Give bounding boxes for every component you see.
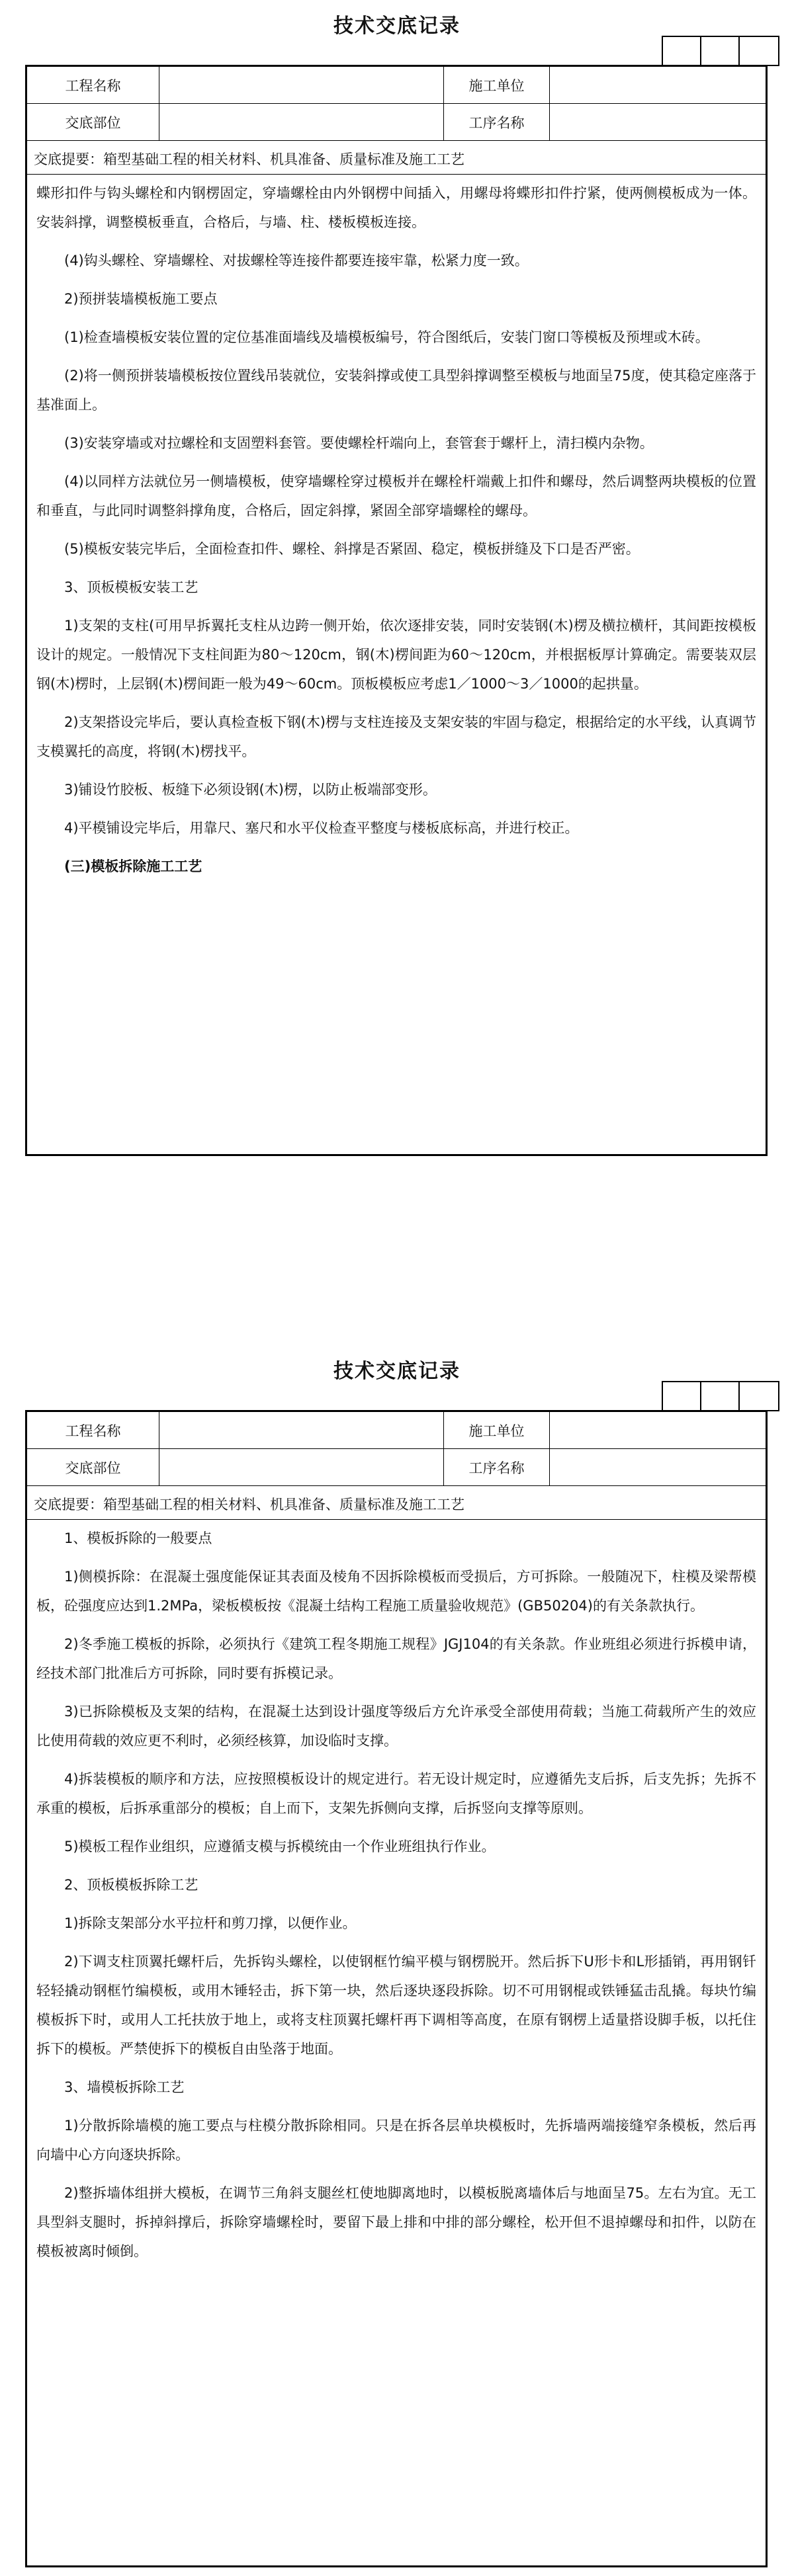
body-paragraph: (5)模板安装完毕后，全面检查扣件、螺栓、斜撑是否紧固、稳定，模板拼缝及下口是否严密。: [64, 541, 640, 557]
body-paragraph: 3)已拆除模板及支架的结构，在混凝土达到设计强度等级后方允许承受全部使用荷载；当施工荷载所产生的效应比使用荷载的效应更不利时，必须经核算，加设临时支撑。: [36, 1704, 756, 1749]
project-name-value: [159, 1412, 444, 1449]
construction-unit-value: [550, 67, 766, 104]
header-grid: [27, 1412, 766, 1486]
body-paragraph: 2、顶板模板拆除工艺: [64, 1877, 198, 1893]
process-name-label: 工序名称: [444, 1449, 550, 1486]
page-2: [0, 1336, 794, 2576]
corner-box: [701, 1382, 740, 1410]
header-grid: [27, 67, 766, 141]
corner-box: [740, 37, 778, 65]
body-paragraph: (3)安装穿墙或对拉螺栓和支固塑料套管。要使螺栓杆端向上，套管套于螺杆上，清扫模内杂物。: [64, 435, 654, 451]
process-name-value: [550, 104, 766, 141]
body-paragraph: 1)分散拆除墙模的施工要点与柱模分散拆除相同。只是在拆各层单块模板时，先拆墙两端接缝窄条模板，然后再向墙中心方向逐块拆除。: [36, 2118, 756, 2163]
corner-box: [663, 1382, 701, 1410]
body-paragraph: 1)侧模拆除：在混凝土强度能保证其表面及棱角不因拆除模板而受损后，方可拆除。一般随况下，柱模及梁帮模板，砼强度应达到1.2MPa，梁板模板按《混凝土结构工程施工质量验收规范》(GB50204)的有关条款执行。: [36, 1569, 756, 1614]
record-table: [25, 1410, 768, 2567]
body-paragraph: 2)下调支柱顶翼托螺杆后，先拆钩头螺栓，以使钢框竹编平模与钢楞脱开。然后拆下U形卡和L形插销，再用钢钎轻轻撬动钢框竹编模板，或用木锤轻击，拆下第一块，然后逐块逐段拆除。切不可用钢棍或铁锤猛击乱撬。每块竹编模板拆下时，或用人工托扶放于地上，或将支柱顶翼托螺杆再下调相等高度，在原有钢楞上适量搭设脚手板，以托住拆下的模板。严禁使拆下的模板自由坠落于地面。: [36, 1954, 756, 2057]
corner-boxes: [662, 36, 779, 66]
page-1: [0, 0, 794, 1190]
handover-part-label: 交底部位: [27, 1449, 159, 1486]
handover-part-value: [159, 104, 444, 141]
project-name-value: [159, 67, 444, 104]
content-body: [27, 1520, 766, 2282]
body-paragraph: 1、模板拆除的一般要点: [64, 1530, 212, 1546]
corner-box: [663, 37, 701, 65]
body-paragraph: (2)将一侧预拼装墙模板按位置线吊装就位，安装斜撑或使工具型斜撑调整至模板与地面呈75度，使其稳定座落于基准面上。: [36, 368, 756, 413]
project-name-label: 工程名称: [27, 67, 159, 104]
handover-part-value: [159, 1449, 444, 1486]
body-paragraph: (4)钩头螺栓、穿墙螺栓、对拔螺栓等连接件都要连接牢靠，松紧力度一致。: [64, 253, 529, 269]
process-name-value: [550, 1449, 766, 1486]
corner-box: [701, 37, 740, 65]
body-paragraph: 2)支架搭设完毕后，要认真检查板下钢(木)楞与支柱连接及支架安装的牢固与稳定，根据给定的水平线，认真调节支模翼托的高度，将钢(木)楞找平。: [36, 714, 756, 759]
record-table: [25, 65, 768, 1156]
handover-part-label: 交底部位: [27, 104, 159, 141]
body-paragraph: 3)铺设竹胶板、板缝下必须设钢(木)楞，以防止板端部变形。: [64, 782, 437, 798]
body-paragraph: 2)整拆墙体组拼大模板，在调节三角斜支腿丝杠使地脚离地时，以模板脱离墙体后与地面呈75。左右为宜。无工具型斜支腿时，拆掉斜撑后，拆除穿墙螺栓时，要留下最上排和中排的部分螺栓，松开但不退掉螺母和扣件，以防在模板被离时倾倒。: [36, 2185, 756, 2259]
construction-unit-value: [550, 1412, 766, 1449]
page-title: 技术交底记录: [333, 15, 461, 38]
corner-boxes: [662, 1381, 779, 1411]
body-paragraph: 蝶形扣件与钩头螺栓和内钢楞固定，穿墙螺栓由内外钢楞中间插入，用螺母将蝶形扣件拧紧，使两侧模板成为一体。安装斜撑，调整模板垂直，合格后，与墙、柱、楼板模板连接。: [36, 185, 756, 230]
body-paragraph: 1)支架的支柱(可用早拆翼托支柱从边跨一侧开始，依次逐排安装，同时安装钢(木)楞及横拉横杆，其间距按模板设计的规定。一般情况下支柱间距为80～120cm，钢(木)楞间距为60～120cm，并根据板厚计算确定。需要装双层钢(木)楞时，上层钢(木)楞间距一般为49～60cm。顶板模板应考虑1／1000～3／1000的起拱量。: [36, 618, 756, 692]
body-paragraph: (三)模板拆除施工工艺: [64, 858, 202, 874]
process-name-label: 工序名称: [444, 104, 550, 141]
construction-unit-label: 施工单位: [444, 1412, 550, 1449]
subject-line: 交底提要：箱型基础工程的相关材料、机具准备、质量标准及施工工艺: [27, 141, 766, 175]
content-body: [27, 175, 766, 897]
body-paragraph: 5)模板工程作业组织，应遵循支模与拆模统由一个作业班组执行作业。: [64, 1839, 496, 1854]
page-title: 技术交底记录: [333, 1360, 461, 1383]
project-name-label: 工程名称: [27, 1412, 159, 1449]
body-paragraph: 3、顶板模板安装工艺: [64, 579, 198, 595]
body-paragraph: (1)检查墙模板安装位置的定位基准面墙线及墙模板编号，符合图纸后，安装门窗口等模板及预埋或木砖。: [64, 329, 709, 345]
body-paragraph: 2)冬季施工模板的拆除，必须执行《建筑工程冬期施工规程》JGJ104的有关条款。作业班组必须进行拆模申请，经技术部门批准后方可拆除，同时要有拆模记录。: [36, 1636, 756, 1681]
body-paragraph: 2)预拼装墙模板施工要点: [64, 291, 218, 307]
body-paragraph: 1)拆除支架部分水平拉杆和剪刀撑，以便作业。: [64, 1915, 357, 1931]
corner-box: [740, 1382, 778, 1410]
subject-line: 交底提要：箱型基础工程的相关材料、机具准备、质量标准及施工工艺: [27, 1486, 766, 1520]
body-paragraph: 4)平模铺设完毕后，用靠尺、塞尺和水平仪检查平整度与楼板底标高，并进行校正。: [64, 820, 579, 836]
construction-unit-label: 施工单位: [444, 67, 550, 104]
body-paragraph: 4)拆装模板的顺序和方法，应按照模板设计的规定进行。若无设计规定时，应遵循先支后拆，后支先拆；先拆不承重的模板，后拆承重部分的模板；自上而下，支架先拆侧向支撑，后拆竖向支撑等原则。: [36, 1771, 756, 1816]
body-paragraph: 3、墙模板拆除工艺: [64, 2079, 185, 2095]
body-paragraph: (4)以同样方法就位另一侧墙模板，使穿墙螺栓穿过模板并在螺栓杆端戴上扣件和螺母，然后调整两块模板的位置和垂直，与此同时调整斜撑角度，合格后，固定斜撑，紧固全部穿墙螺栓的螺母。: [36, 474, 756, 519]
